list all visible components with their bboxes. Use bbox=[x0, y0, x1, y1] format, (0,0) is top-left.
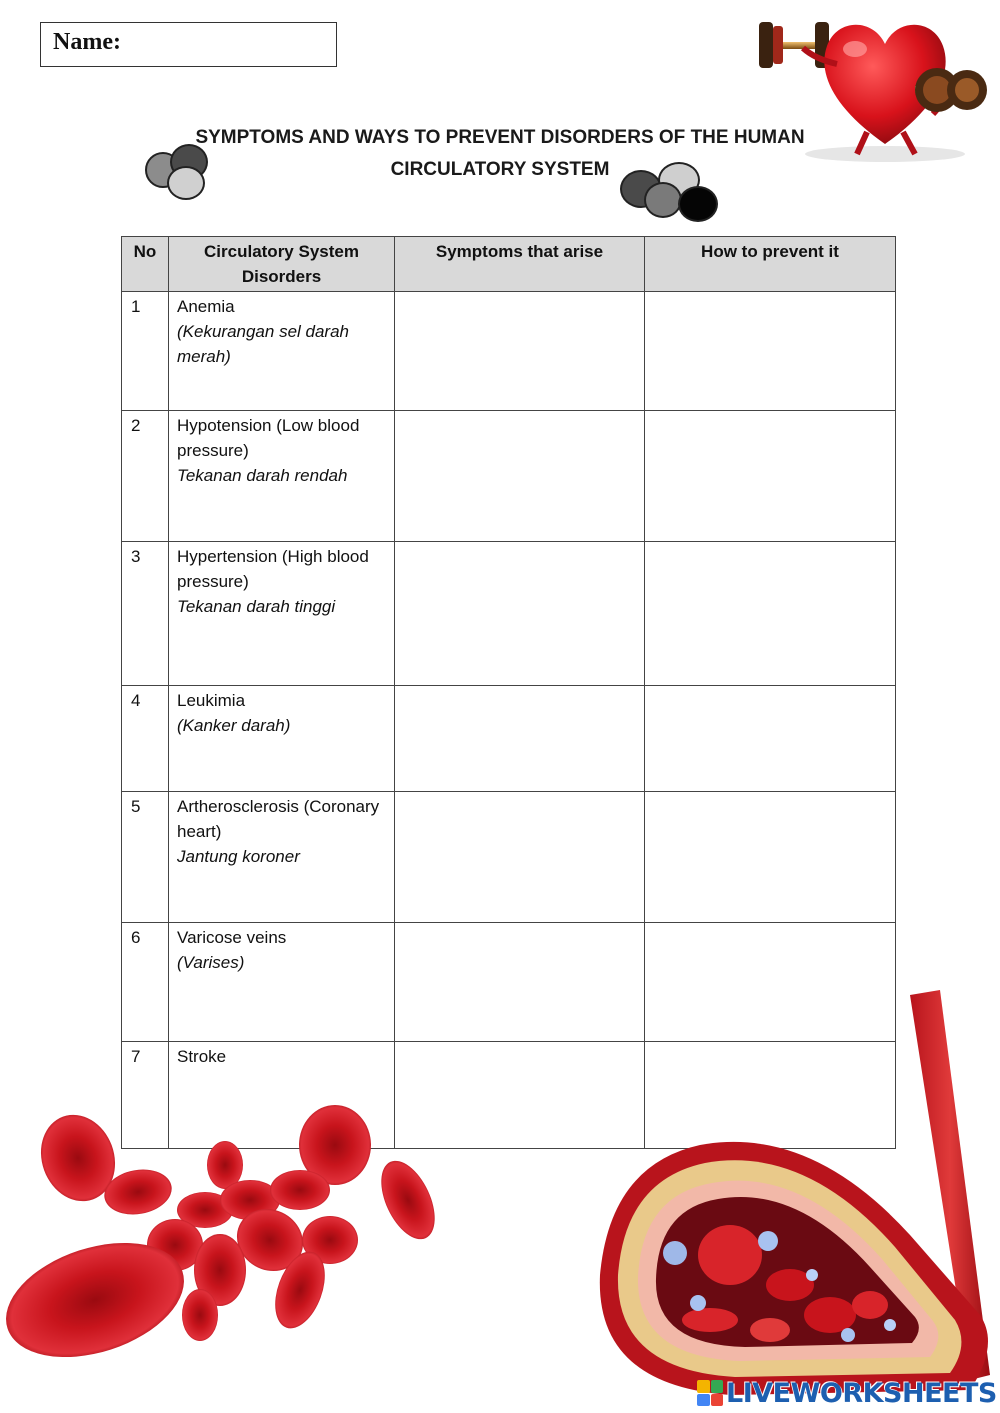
row-number: 3 bbox=[122, 542, 169, 686]
symptoms-answer-cell[interactable] bbox=[395, 542, 645, 686]
disorder-cell bbox=[169, 792, 395, 923]
red-blood-cells-illustration bbox=[0, 1100, 440, 1370]
prevention-answer-cell[interactable] bbox=[645, 686, 896, 792]
symptoms-answer-cell[interactable] bbox=[395, 686, 645, 792]
disorder-translation: (Kanker darah) bbox=[177, 716, 291, 735]
table-row bbox=[122, 792, 896, 923]
blood-vessel-cross-section-illustration bbox=[590, 985, 1000, 1413]
disorder-name: Artherosclerosis (Coronary heart) bbox=[177, 797, 380, 841]
name-label: Name: bbox=[53, 29, 121, 55]
header-symptoms: Symptoms that arise bbox=[395, 237, 645, 292]
table-row bbox=[122, 411, 896, 542]
prevention-answer-cell[interactable] bbox=[645, 292, 896, 411]
disorder-cell bbox=[169, 542, 395, 686]
title-line-1: SYMPTOMS AND WAYS TO PREVENT DISORDERS OF THE HUMAN bbox=[195, 127, 805, 148]
disorder-translation: (Kekurangan sel darah merah) bbox=[177, 322, 350, 366]
disorder-cell bbox=[169, 686, 395, 792]
disorder-translation: (Varises) bbox=[177, 953, 245, 972]
disorder-cell bbox=[169, 292, 395, 411]
disorder-cell bbox=[169, 923, 395, 1042]
table-header-row bbox=[122, 237, 896, 292]
symptoms-answer-cell[interactable] bbox=[395, 292, 645, 411]
row-number: 4 bbox=[122, 686, 169, 792]
disorder-name: Hypotension (Low blood pressure) bbox=[177, 416, 360, 460]
decorative-bubbles-right bbox=[620, 162, 720, 224]
header-prevention: How to prevent it bbox=[645, 237, 896, 292]
disorder-name: Varicose veins bbox=[177, 928, 287, 947]
prevention-answer-cell[interactable] bbox=[645, 542, 896, 686]
title-line-2: CIRCULATORY SYSTEM bbox=[390, 159, 610, 180]
disorder-name: Leukimia bbox=[177, 691, 246, 710]
row-number: 7 bbox=[122, 1042, 169, 1149]
liveworksheets-logo bbox=[697, 1374, 997, 1412]
table-row bbox=[122, 542, 896, 686]
prevention-answer-cell[interactable] bbox=[645, 792, 896, 923]
symptoms-answer-cell[interactable] bbox=[395, 411, 645, 542]
disorder-name: Anemia bbox=[177, 297, 235, 316]
disorder-translation: Tekanan darah tinggi bbox=[177, 597, 336, 616]
disorder-translation: Tekanan darah rendah bbox=[177, 466, 348, 485]
row-number: 5 bbox=[122, 792, 169, 923]
table-row bbox=[122, 686, 896, 792]
row-number: 6 bbox=[122, 923, 169, 1042]
name-field[interactable] bbox=[40, 22, 337, 67]
worksheet-title bbox=[150, 122, 850, 186]
header-disorders: Circulatory System Disorders bbox=[169, 237, 395, 292]
decorative-bubbles-left bbox=[145, 144, 210, 202]
liveworksheets-mark-icon bbox=[697, 1380, 723, 1406]
table-row bbox=[122, 292, 896, 411]
row-number: 1 bbox=[122, 292, 169, 411]
disorder-cell bbox=[169, 411, 395, 542]
liveworksheets-logo-text: LIVEWORKSHEETS bbox=[726, 1377, 997, 1409]
header-no: No bbox=[122, 237, 169, 292]
disorder-name: Stroke bbox=[177, 1047, 227, 1066]
symptoms-answer-cell[interactable] bbox=[395, 792, 645, 923]
row-number: 2 bbox=[122, 411, 169, 542]
prevention-answer-cell[interactable] bbox=[645, 411, 896, 542]
disorder-translation: Jantung koroner bbox=[177, 847, 300, 866]
disorder-name: Hypertension (High blood pressure) bbox=[177, 547, 369, 591]
